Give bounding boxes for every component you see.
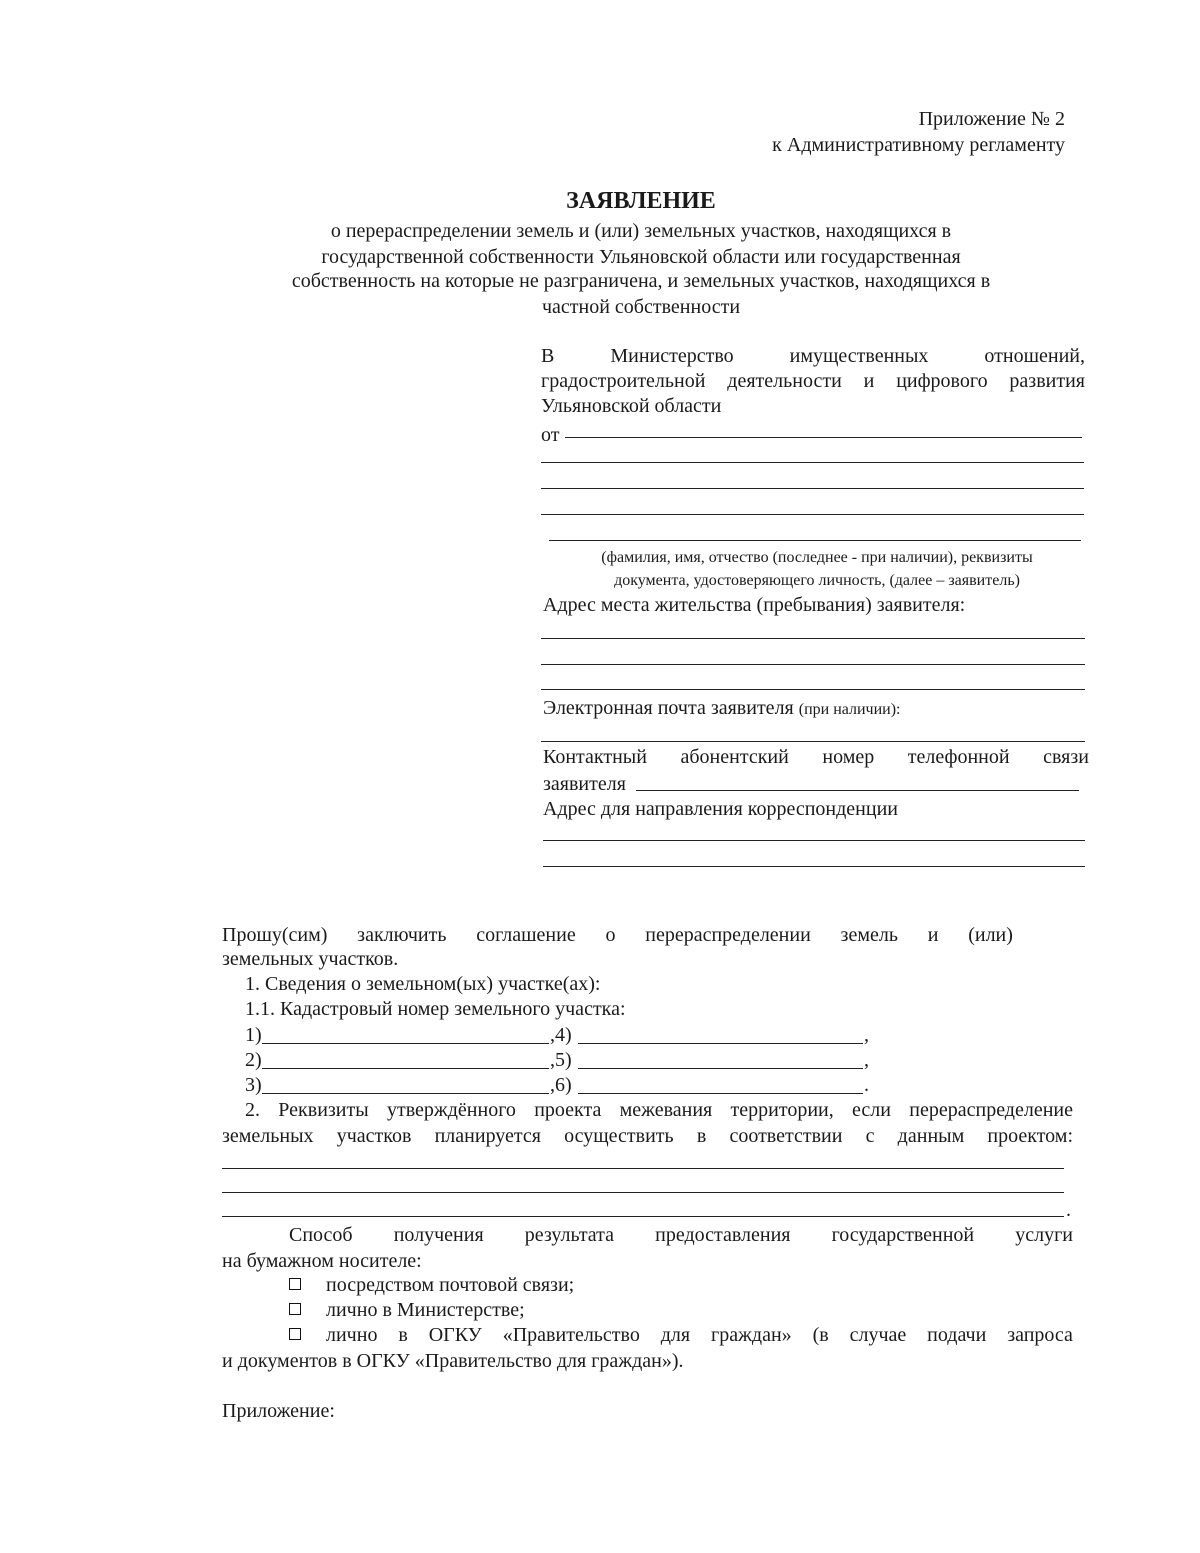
project-fill-line-2[interactable] [222, 1192, 1064, 1193]
method-line-1 [289, 1222, 1073, 1248]
option-ogku-word: ОГКУ [428, 1324, 482, 1346]
cadastral-row-end-1: , [864, 1024, 869, 1046]
correspondence-label: Адрес для направления корреспонденции [543, 798, 898, 820]
option-ogku-word: лично [326, 1324, 378, 1346]
applicant-hint-line-1: (фамилия, имя, отчество (последнее - при наличии), реквизиты [601, 549, 1033, 566]
phone-label-word: абонентский [680, 746, 789, 768]
option-ogku-word: «Правительство [502, 1324, 640, 1346]
phone-label-line-1 [543, 744, 1089, 770]
residence-label: Адрес места жительства (пребывания) заявителя: [543, 594, 966, 616]
cadastral-field-4[interactable] [578, 1043, 863, 1044]
email-label-row [543, 695, 901, 723]
request-word: земель [840, 924, 898, 946]
cadastral-row-end-3: . [864, 1074, 869, 1096]
method-word: получения [393, 1224, 484, 1246]
applicant-fill-line-5[interactable] [549, 540, 1081, 541]
cadastral-label-2: 2) [245, 1049, 262, 1071]
addressee-word: имущественных [789, 345, 929, 367]
option-postal-label: посредством почтовой связи; [326, 1274, 575, 1296]
request-line-1 [222, 922, 1013, 948]
checkbox-postal[interactable] [289, 1278, 301, 1290]
correspondence-fill-line-2[interactable] [543, 866, 1085, 867]
document-title: ЗАЯВЛЕНИЕ [566, 188, 716, 214]
document-subtitle-line-3: собственность на которые не разграничена, и земельных участков, находящихся в [291, 270, 991, 292]
cadastral-label-4: ,4) [550, 1024, 572, 1046]
checkbox-in-person-ogku[interactable] [289, 1328, 301, 1340]
option-ogku-word: в [398, 1324, 408, 1346]
option-ogku-line-2: и документов в ОГКУ «Правительство для граждан»). [222, 1350, 684, 1372]
from-label: от [541, 424, 560, 446]
request-word: Прошу(сим) [222, 924, 328, 946]
cadastral-label-1: 1) [245, 1024, 262, 1046]
residence-fill-line-3[interactable] [541, 689, 1085, 690]
appendix-number: Приложение № 2 [918, 108, 1065, 130]
option-ogku-word: для [660, 1324, 691, 1346]
option-ogku-line-1 [326, 1322, 1073, 1348]
cadastral-label-5: ,5) [550, 1049, 572, 1071]
method-word: результата [524, 1224, 615, 1246]
method-word: услуги [1015, 1224, 1073, 1246]
addressee-word: Министерство [610, 345, 734, 367]
option-ogku-word: (в [812, 1324, 829, 1346]
applicant-hint-line-2: документа, удостоверяющего личность, (далее – заявитель) [614, 572, 1020, 589]
appendix-reference: к Административному регламенту [772, 134, 1065, 156]
phone-label-line-2: заявителя [543, 773, 626, 795]
request-word: о [605, 924, 616, 946]
applicant-fill-line-2[interactable] [541, 462, 1084, 463]
request-word: и [927, 924, 939, 946]
phone-label-word: связи [1043, 746, 1089, 768]
applicant-fill-line-4[interactable] [541, 514, 1084, 515]
residence-fill-line-1[interactable] [541, 638, 1085, 639]
method-word: Способ [289, 1224, 353, 1246]
email-hint: (при наличии): [798, 701, 901, 718]
cadastral-field-6[interactable] [578, 1093, 863, 1094]
phone-label-word: телефонной [907, 746, 1010, 768]
checkbox-in-person-ministry[interactable] [289, 1303, 301, 1315]
option-ogku-word: граждан» [711, 1324, 792, 1346]
addressee-line-1 [541, 343, 1085, 369]
option-ogku-word: подачи [927, 1324, 987, 1346]
method-word: предоставления [655, 1224, 791, 1246]
cadastral-label-6: ,6) [550, 1074, 572, 1096]
item-1-1: 1.1. Кадастровый номер земельного участка: [245, 998, 626, 1020]
option-ministry-label: лично в Министерстве; [326, 1299, 525, 1321]
addressee-line-3: Ульяновской области [541, 395, 722, 417]
document-subtitle-line-4: частной собственности [541, 296, 741, 318]
phone-label-word: номер [822, 746, 875, 768]
correspondence-fill-line-1[interactable] [543, 840, 1085, 841]
cadastral-field-3[interactable] [262, 1093, 549, 1094]
method-word: государственной [831, 1224, 975, 1246]
method-line-2: на бумажном носителе: [222, 1250, 422, 1272]
request-word: перераспределении [645, 924, 811, 946]
residence-fill-line-2[interactable] [541, 664, 1085, 665]
document-subtitle-line-1: о перераспределении земель и (или) земельных участков, находящихся в [330, 220, 952, 242]
project-end-period: . [1066, 1199, 1071, 1221]
cadastral-field-2[interactable] [262, 1068, 549, 1069]
addressee-line-2: градостроительной деятельности и цифрового развития [541, 370, 1085, 392]
cadastral-field-5[interactable] [578, 1068, 863, 1069]
request-word: соглашение [476, 924, 576, 946]
option-ogku-word: случае [849, 1324, 907, 1346]
cadastral-label-3: 3) [245, 1074, 262, 1096]
project-fill-line-1[interactable] [222, 1168, 1064, 1169]
request-line-2: земельных участков. [222, 948, 399, 970]
phone-label-word: Контактный [543, 746, 647, 768]
item-2-line-2: земельных участков планируется осуществить в соответствии с данным проектом: [222, 1125, 1073, 1147]
email-label: Электронная почта заявителя [543, 697, 794, 719]
applicant-fill-line-3[interactable] [541, 488, 1084, 489]
from-fill-line[interactable] [565, 437, 1082, 438]
option-ogku-word: запроса [1007, 1324, 1073, 1346]
phone-fill-line[interactable] [636, 790, 1079, 791]
project-fill-line-3[interactable] [222, 1216, 1064, 1217]
cadastral-row-end-2: , [864, 1049, 869, 1071]
document-subtitle-line-2: государственной собственности Ульяновской области или государственная [321, 246, 961, 268]
cadastral-field-1[interactable] [262, 1043, 549, 1044]
email-fill-line[interactable] [541, 741, 1085, 742]
attachment-label: Приложение: [222, 1400, 335, 1422]
request-word: (или) [968, 924, 1013, 946]
request-word: заключить [357, 924, 447, 946]
addressee-word: В [541, 345, 555, 367]
addressee-word: отношений, [984, 345, 1085, 367]
item-2-line-1: 2. Реквизиты утверждённого проекта межевания территории, если перераспределение [245, 1099, 1073, 1121]
item-1: 1. Сведения о земельном(ых) участке(ах): [245, 973, 601, 995]
